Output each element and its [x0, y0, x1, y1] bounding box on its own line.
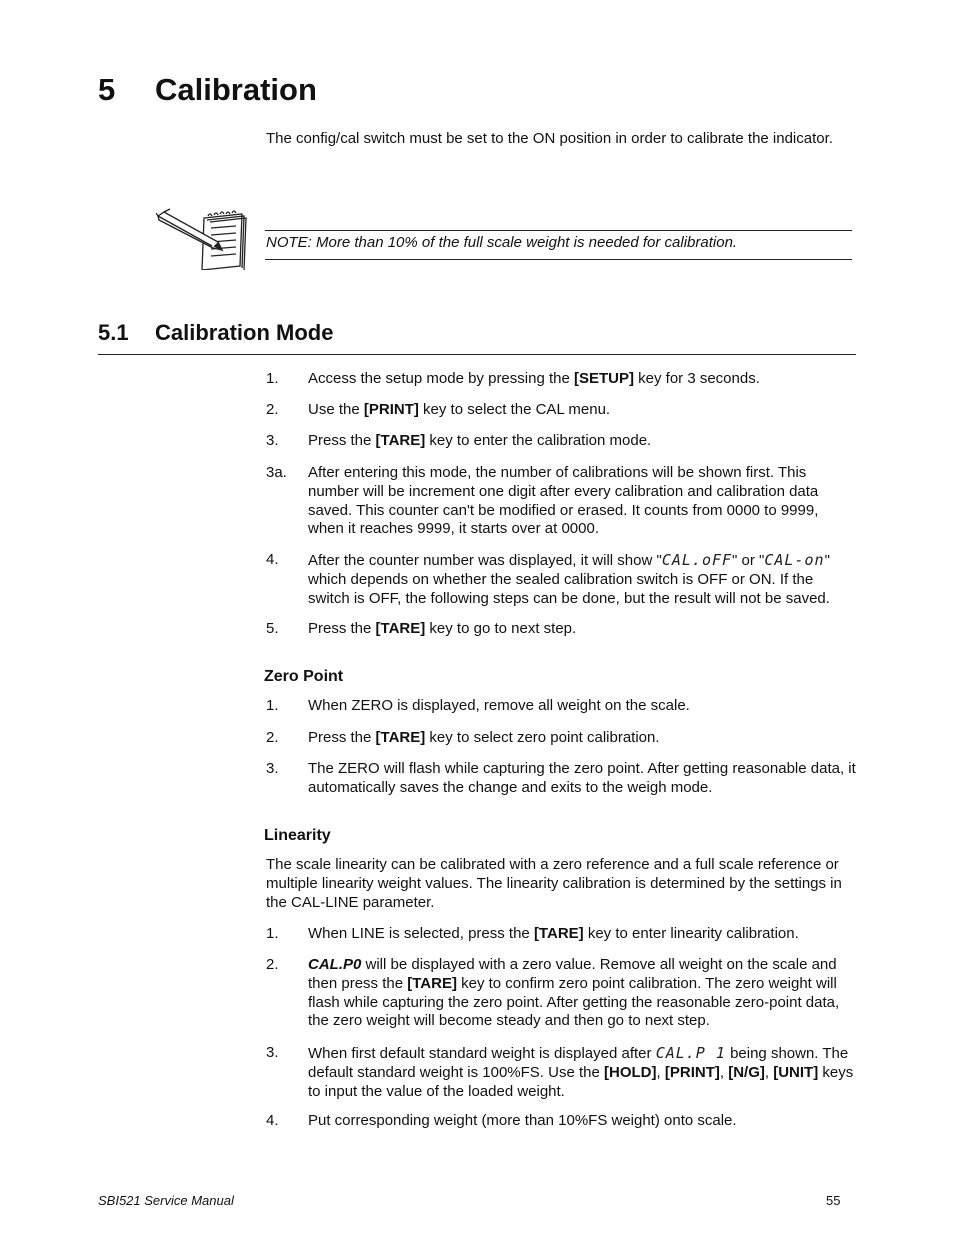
- step-number: 3.: [266, 1044, 279, 1061]
- separator: ,: [656, 1063, 665, 1081]
- step-text: key to enter the calibration mode.: [425, 432, 652, 449]
- note-text: NOTE: More than 10% of the full scale weight is needed for calibration.: [266, 234, 738, 251]
- notepad-pencil-icon: [156, 208, 248, 270]
- key-label: [TARE]: [533, 925, 584, 942]
- step-text: key to confirm zero point calibration. The zero weight will flash while capturing the zero point. After getting the reasonable zero-point data, the zero weight will become steady and then go to next step.: [308, 974, 840, 1030]
- step-number: 3.: [266, 432, 279, 449]
- step-text: The ZERO will flash while capturing the zero point. After getting reasonable data, it automatically saves the change and exits to the weigh mode.: [308, 760, 856, 796]
- step-number: 5.: [266, 620, 279, 637]
- step-text: key to select zero point calibration.: [425, 729, 660, 746]
- list-item: [266, 760, 858, 798]
- chapter-number: 5: [98, 72, 116, 107]
- step-text: When first default standard weight is displayed after: [308, 1045, 656, 1062]
- step-number: 1.: [266, 697, 279, 714]
- step-text: key for 3 seconds.: [633, 370, 760, 387]
- step-text: Press the: [308, 729, 376, 746]
- list-item: [266, 1044, 858, 1101]
- display-readout: CAL.P 1: [655, 1044, 726, 1062]
- step-number: 2.: [266, 401, 279, 418]
- step-number: 4.: [266, 1112, 279, 1129]
- step-text: After the counter number was displayed, it will show ": [308, 552, 662, 569]
- step-text: will be displayed with a zero value. Remove all weight on the scale and then press the: [308, 956, 837, 992]
- key-label: [SETUP]: [573, 370, 634, 387]
- key-label: [TARE]: [375, 729, 426, 746]
- step-text: key to enter linearity calibration.: [583, 925, 799, 942]
- intro-text: The config/cal switch must be set to the ON position in order to calibrate the indicator.: [266, 130, 833, 147]
- list-item: [266, 729, 858, 748]
- note-bottom-rule: [265, 259, 852, 260]
- list-item: [266, 432, 858, 451]
- key-label: [UNIT]: [773, 1063, 819, 1081]
- section-rule: [98, 354, 856, 355]
- section-title: Calibration Mode: [155, 320, 334, 345]
- step-text: key to go to next step.: [425, 620, 577, 637]
- key-label: [TARE]: [407, 974, 457, 992]
- key-label: [TARE]: [375, 620, 426, 637]
- list-item: [266, 956, 858, 1031]
- list-item: [266, 551, 858, 608]
- list-item: [266, 620, 858, 639]
- footer-page-number: 55: [826, 1193, 841, 1208]
- step-text: When ZERO is displayed, remove all weight on the scale.: [308, 697, 690, 714]
- subheading-linearity: Linearity: [264, 827, 331, 844]
- list-item: [266, 697, 858, 716]
- key-label: [HOLD]: [604, 1063, 657, 1081]
- step-number: 1.: [266, 370, 279, 387]
- chapter-title: Calibration: [155, 72, 317, 107]
- list-item: [266, 464, 858, 539]
- footer-manual-title: SBI521 Service Manual: [98, 1193, 234, 1208]
- step-text: Use the: [308, 401, 364, 418]
- key-label: [PRINT]: [664, 1063, 720, 1081]
- step-text: keys to input the value of the loaded weight.: [308, 1063, 854, 1100]
- step-number: 3a.: [266, 464, 287, 481]
- list-item: [266, 925, 858, 944]
- step-text: key to select the CAL menu.: [418, 401, 611, 418]
- key-label: [PRINT]: [363, 401, 419, 418]
- step-text: After entering this mode, the number of calibrations will be shown first. This number will be increment one digit after every calibration and calibration data saved. This counter can't be modified or erased. It counts from 0000 to 9999, when it reaches 9999, it starts over at 0000.: [308, 464, 819, 538]
- display-code: CAL.P0: [308, 956, 362, 973]
- note-top-rule: [265, 230, 852, 231]
- separator: ,: [764, 1063, 774, 1081]
- list-item: [266, 1112, 858, 1131]
- step-number: 3.: [266, 760, 279, 777]
- display-readout: CAL-on: [764, 551, 825, 569]
- step-number: 2.: [266, 729, 279, 746]
- key-label: [TARE]: [375, 432, 426, 449]
- list-item: [266, 370, 858, 389]
- display-readout: CAL.oFF: [661, 551, 733, 569]
- step-number: 1.: [266, 925, 279, 942]
- step-text: being shown. The default standard weight is 100%FS. Use the: [308, 1045, 849, 1081]
- step-number: 4.: [266, 551, 279, 568]
- separator: ,: [719, 1063, 729, 1081]
- subheading-zero-point: Zero Point: [264, 668, 344, 685]
- step-text: Put corresponding weight (more than 10%FS weight) onto scale.: [308, 1112, 737, 1129]
- step-text: Access the setup mode by pressing the: [308, 370, 574, 387]
- linearity-intro: The scale linearity can be calibrated with a zero reference and a full scale reference or multiple linearity weight values. The linearity calibration is determined by the settings in the CAL-LINE parameter.: [266, 856, 842, 911]
- step-text: " or ": [732, 552, 765, 569]
- section-number: 5.1: [98, 320, 129, 345]
- step-text: Press the: [308, 620, 376, 637]
- list-item: [266, 401, 858, 420]
- step-text: When LINE is selected, press the: [308, 925, 534, 942]
- step-text: " which depends on whether the sealed calibration switch is OFF or ON. If the switch is OFF, the following steps can be done, but the result will not be saved.: [308, 552, 830, 607]
- step-number: 2.: [266, 956, 279, 973]
- key-label: [N/G]: [728, 1063, 765, 1081]
- step-text: Press the: [308, 432, 376, 449]
